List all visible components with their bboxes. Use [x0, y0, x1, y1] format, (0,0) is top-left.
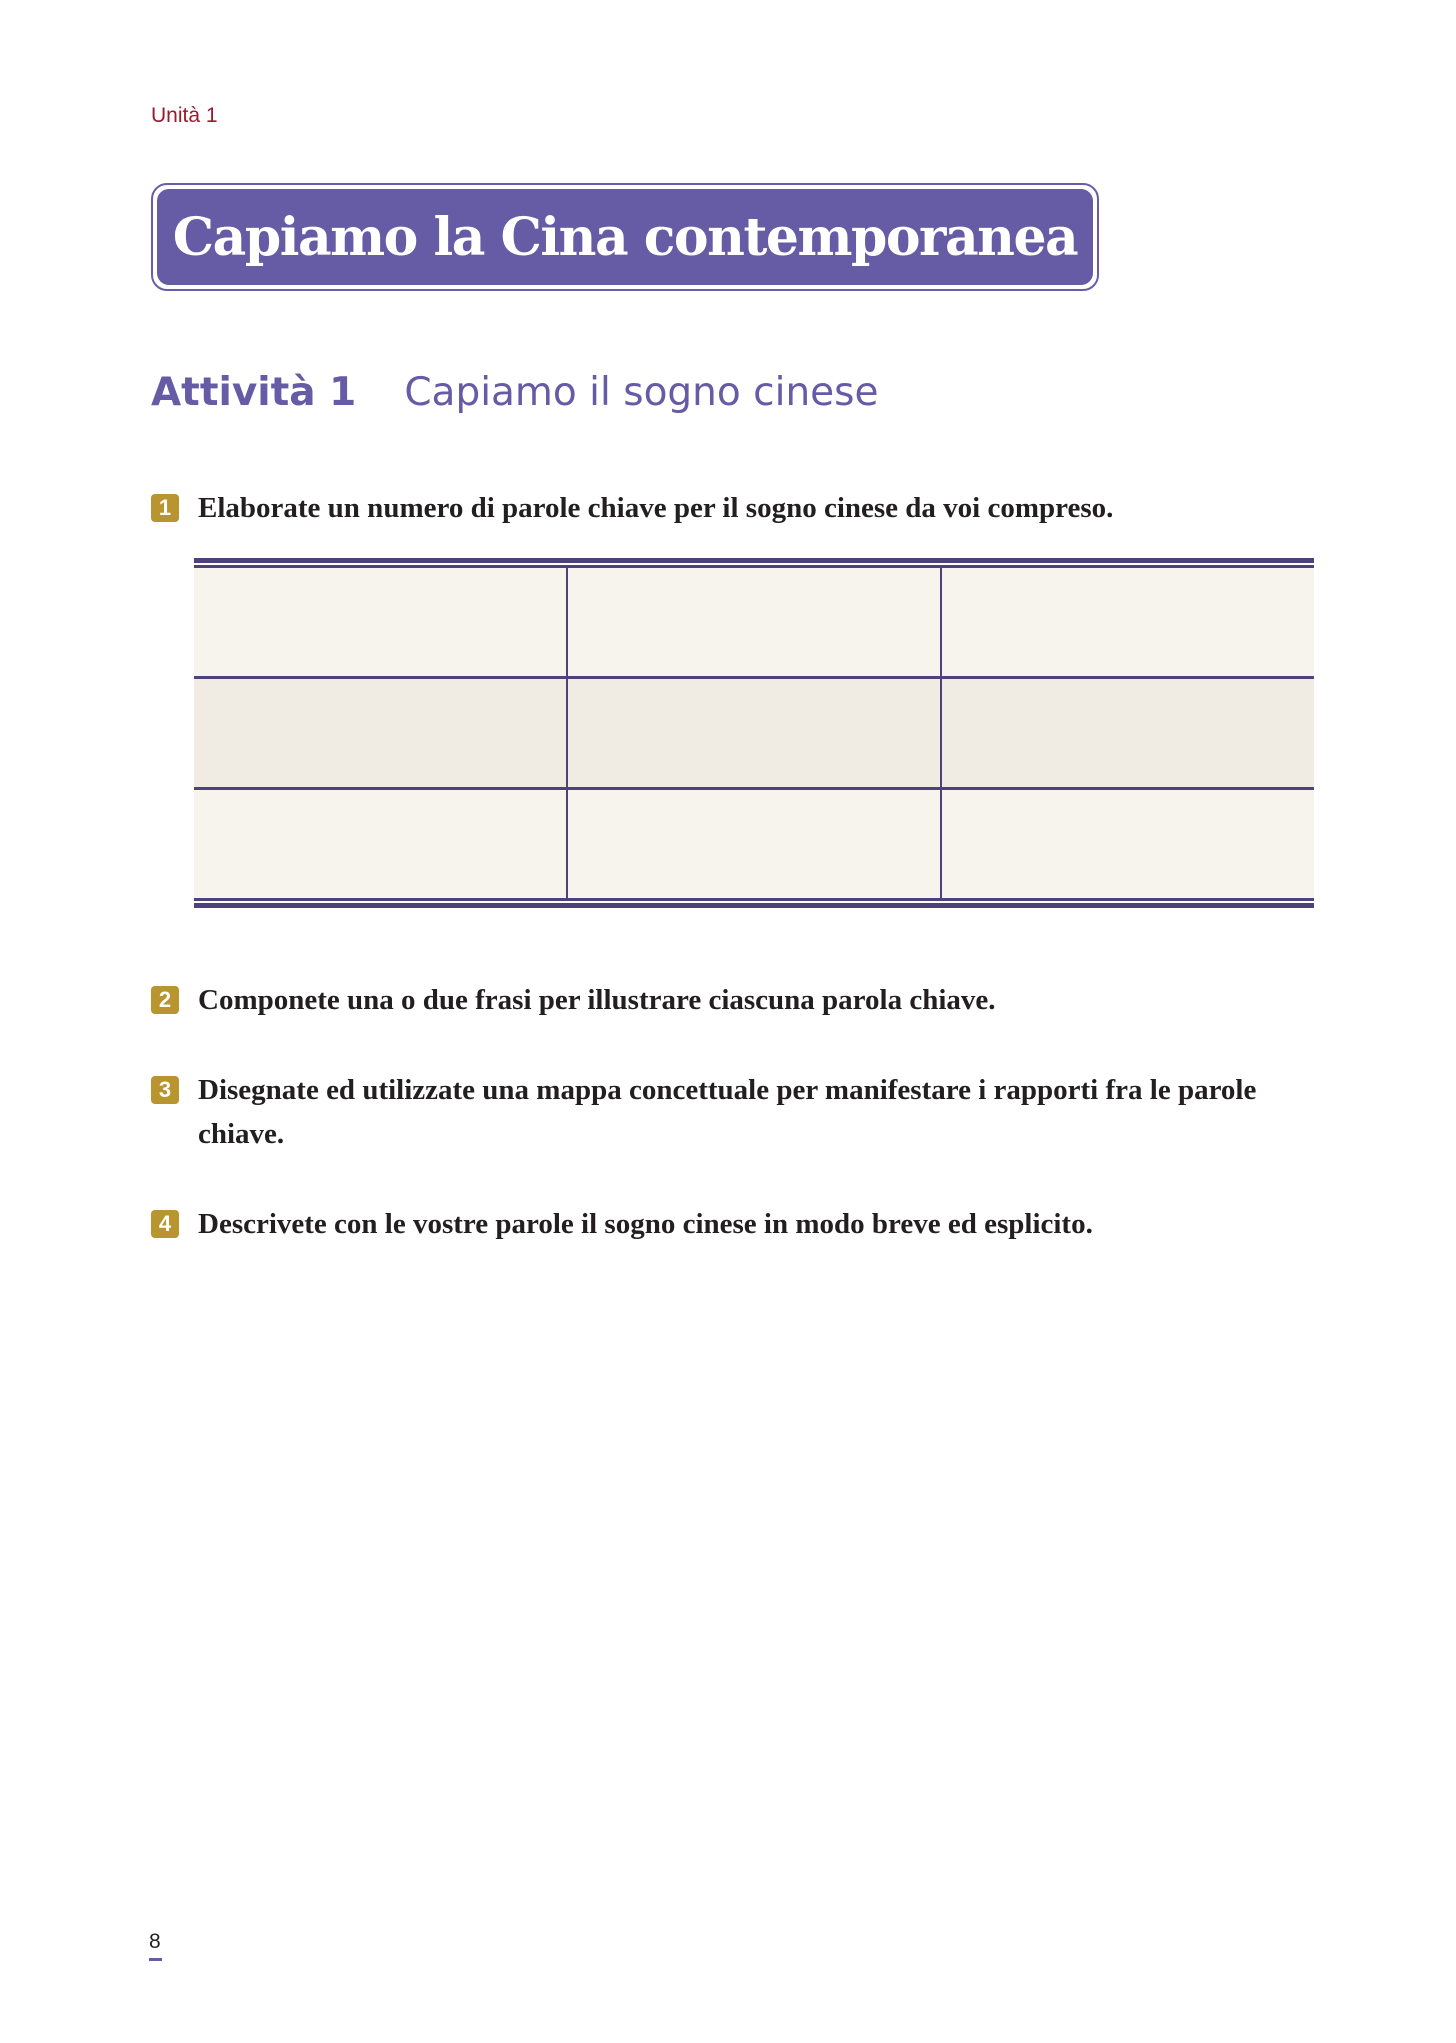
activity-title: Capiamo il sogno cinese — [404, 370, 879, 415]
instruction-text: Descrivete con le vostre parole il sogno cinese in modo breve ed esplicito. — [198, 1208, 1093, 1240]
number-badge: 3 — [151, 1076, 179, 1104]
activity-heading — [151, 370, 878, 415]
table-row — [194, 787, 1314, 898]
table-top-rule — [194, 558, 1314, 563]
number-badge: 1 — [151, 494, 179, 522]
instruction-item-3 — [151, 1068, 1321, 1156]
activity-number: Attività 1 — [151, 370, 357, 415]
chapter-title: Capiamo la Cina contemporanea — [172, 206, 1078, 268]
keyword-table — [194, 558, 1314, 908]
page-number: 8 — [149, 1930, 161, 1953]
instruction-item-4 — [151, 1202, 1321, 1246]
instruction-text: Componete una o due frasi per illustrare ciascuna parola chiave. — [198, 984, 996, 1016]
table-cell[interactable] — [194, 568, 566, 676]
table-row — [194, 568, 1314, 676]
page-number-underline — [149, 1958, 162, 1961]
instruction-text: Elaborate un numero di parole chiave per il sogno cinese da voi compreso. — [198, 492, 1114, 524]
number-badge: 4 — [151, 1210, 179, 1238]
table-cell[interactable] — [194, 679, 566, 787]
table-cell[interactable] — [566, 568, 940, 676]
table-cell[interactable] — [940, 568, 1314, 676]
instruction-item-1 — [151, 486, 1321, 530]
number-badge: 2 — [151, 986, 179, 1014]
chapter-banner — [151, 183, 1099, 291]
chapter-banner-fill — [157, 189, 1093, 285]
table-bottom-rule-thin — [194, 898, 1314, 901]
unit-label: Unità 1 — [151, 104, 218, 127]
instruction-item-2 — [151, 978, 1321, 1022]
table-bottom-rule — [194, 903, 1314, 908]
table-cell[interactable] — [194, 790, 566, 898]
table-row — [194, 676, 1314, 787]
table-cell[interactable] — [940, 679, 1314, 787]
instruction-text: Disegnate ed utilizzate una mappa concettuale per manifestare i rapporti fra le parole chiave. — [198, 1074, 1257, 1150]
table-cell[interactable] — [566, 679, 940, 787]
table-cell[interactable] — [940, 790, 1314, 898]
table-cell[interactable] — [566, 790, 940, 898]
